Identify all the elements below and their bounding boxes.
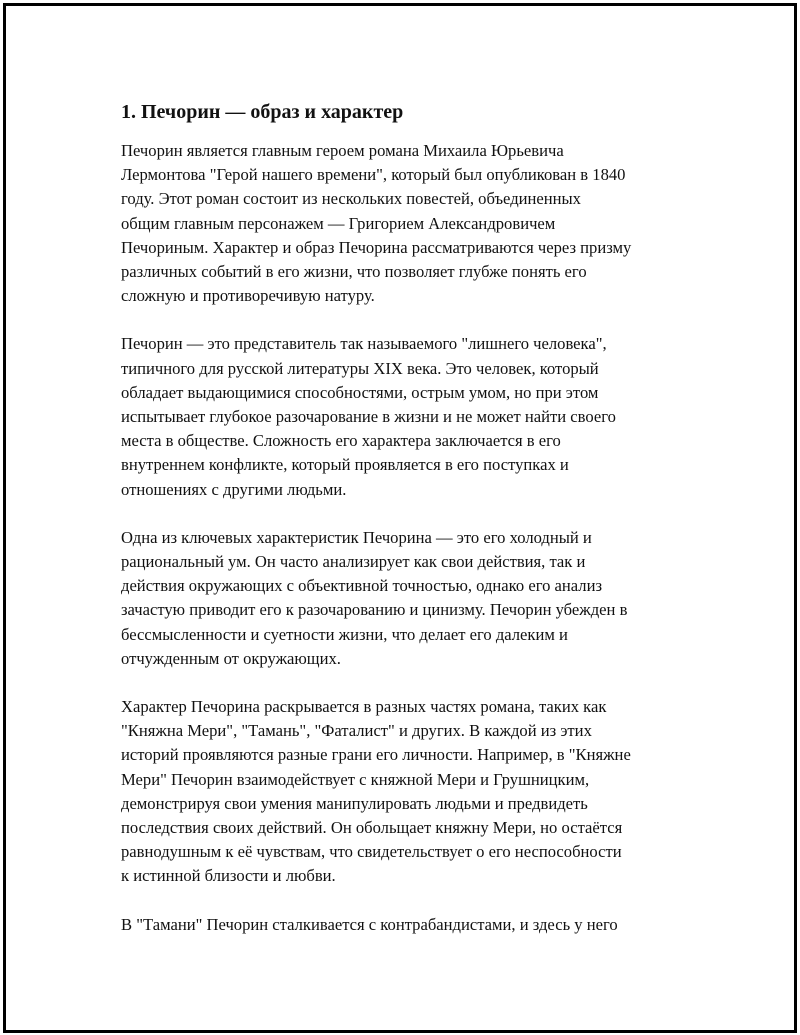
paragraph-line: последствия своих действий. Он обольщает княжну Мери, но остаётся bbox=[121, 818, 623, 838]
paragraph-line: рациональный ум. Он часто анализирует как свои действия, так и bbox=[121, 552, 586, 572]
paragraph-2 bbox=[121, 332, 721, 501]
paragraph-line: бессмысленности и суетности жизни, что делает его далеким и bbox=[121, 624, 568, 644]
paragraph-line: к истинной близости и любви. bbox=[121, 866, 336, 886]
document-body bbox=[121, 99, 721, 961]
paragraph-1 bbox=[121, 139, 721, 308]
paragraph-line: действия окружающих с объективной точностью, однако его анализ bbox=[121, 576, 603, 596]
paragraph-line: внутреннем конфликте, который проявляется в его поступках и bbox=[121, 455, 569, 475]
paragraph-line: Одна из ключевых характеристик Печорина — это его холодный и bbox=[121, 527, 592, 547]
paragraph-line: равнодушным к её чувствам, что свидетельствует о его неспособности bbox=[121, 842, 622, 862]
paragraph-line: "Княжна Мери", "Тамань", "Фаталист" и других. В каждой из этих bbox=[121, 721, 592, 741]
paragraph-line: В "Тамани" Печорин сталкивается с контрабандистами, и здесь у него bbox=[121, 914, 618, 934]
paragraph-line: отношениях с другими людьми. bbox=[121, 479, 347, 499]
paragraph-line: Лермонтова "Герой нашего времени", который был опубликован в 1840 bbox=[121, 165, 626, 185]
paragraph-4 bbox=[121, 695, 721, 889]
paragraph-line: Характер Печорина раскрывается в разных частях романа, таких как bbox=[121, 697, 607, 717]
paragraph-line: испытывает глубокое разочарование в жизни и не может найти своего bbox=[121, 407, 616, 427]
section-title: 1. Печорин — образ и характер bbox=[121, 101, 404, 123]
paragraph-line: зачастую приводит его к разочарованию и цинизму. Печорин убежден в bbox=[121, 600, 628, 620]
paragraph-5 bbox=[121, 913, 721, 937]
paragraph-line: общим главным персонажем — Григорием Александровичем bbox=[121, 213, 556, 233]
paragraph-line: различных событий в его жизни, что позволяет глубже понять его bbox=[121, 262, 587, 282]
paragraph-line: отчужденным от окружающих. bbox=[121, 648, 341, 668]
paragraph-line: году. Этот роман состоит из нескольких повестей, объединенных bbox=[121, 189, 581, 209]
paragraph-line: Печорин является главным героем романа Михаила Юрьевича bbox=[121, 141, 564, 160]
paragraph-line: места в обществе. Сложность его характера заключается в его bbox=[121, 431, 561, 451]
paragraph-line: обладает выдающимися способностями, острым умом, но при этом bbox=[121, 382, 599, 402]
paragraph-line: историй проявляются разные грани его личности. Например, в "Княжне bbox=[121, 745, 631, 765]
paragraph-line: сложную и противоречивую натуру. bbox=[121, 286, 375, 306]
paragraph-line: типичного для русской литературы XIX века. Это человек, который bbox=[121, 358, 599, 378]
paragraph-line: демонстрируя свои умения манипулировать людьми и предвидеть bbox=[121, 793, 588, 813]
page-frame bbox=[3, 3, 797, 1033]
paragraph-line: Печорин — это представитель так называемого "лишнего человека", bbox=[121, 334, 607, 354]
paragraph-line: Мери" Печорин взаимодействует с княжной Мери и Грушницким, bbox=[121, 769, 590, 789]
paragraph-line: Печориным. Характер и образ Печорина рассматриваются через призму bbox=[121, 237, 632, 257]
paragraph-3 bbox=[121, 526, 721, 671]
